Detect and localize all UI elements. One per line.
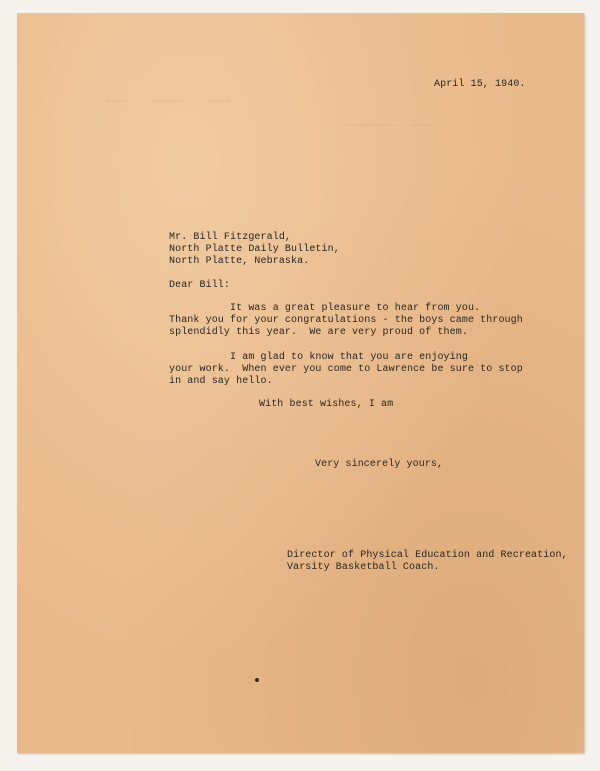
paragraph-1-line-1: It was a great pleasure to hear from you. xyxy=(169,303,481,314)
signature-title-line-1: Director of Physical Education and Recreation, xyxy=(287,550,568,561)
paragraph-2-line-2: your work. When ever you come to Lawrence be sure to stop xyxy=(169,364,523,375)
paragraph-1-line-2: Thank you for your congratulations - the boys came through xyxy=(169,315,523,326)
addressee-location: North Platte, Nebraska. xyxy=(169,256,310,267)
paragraph-2-line-3: in and say hello. xyxy=(169,376,273,387)
signature-title-line-2: Varsity Basketball Coach. xyxy=(287,562,440,573)
complimentary-close: Very sincerely yours, xyxy=(315,459,444,470)
paragraph-1-line-3: splendidly this year. We are very proud of them. xyxy=(169,327,468,338)
faint-offset-mark: ~~~~~~~~~ ~~~~ xyxy=(347,121,434,131)
paragraph-2-line-1: I am glad to know that you are enjoying xyxy=(169,352,468,363)
addressee-organization: North Platte Daily Bulletin, xyxy=(169,244,340,255)
letter-sheet xyxy=(17,13,584,753)
letter-date: April 15, 1940. xyxy=(434,79,526,90)
ink-speck xyxy=(255,678,259,682)
best-wishes-line: With best wishes, I am xyxy=(259,399,394,410)
salutation: Dear Bill: xyxy=(169,280,231,291)
faint-offset-mark: ~~~~ ~~~~~~ ~~~~ xyxy=(95,97,231,107)
addressee-name: Mr. Bill Fitzgerald, xyxy=(169,232,292,243)
